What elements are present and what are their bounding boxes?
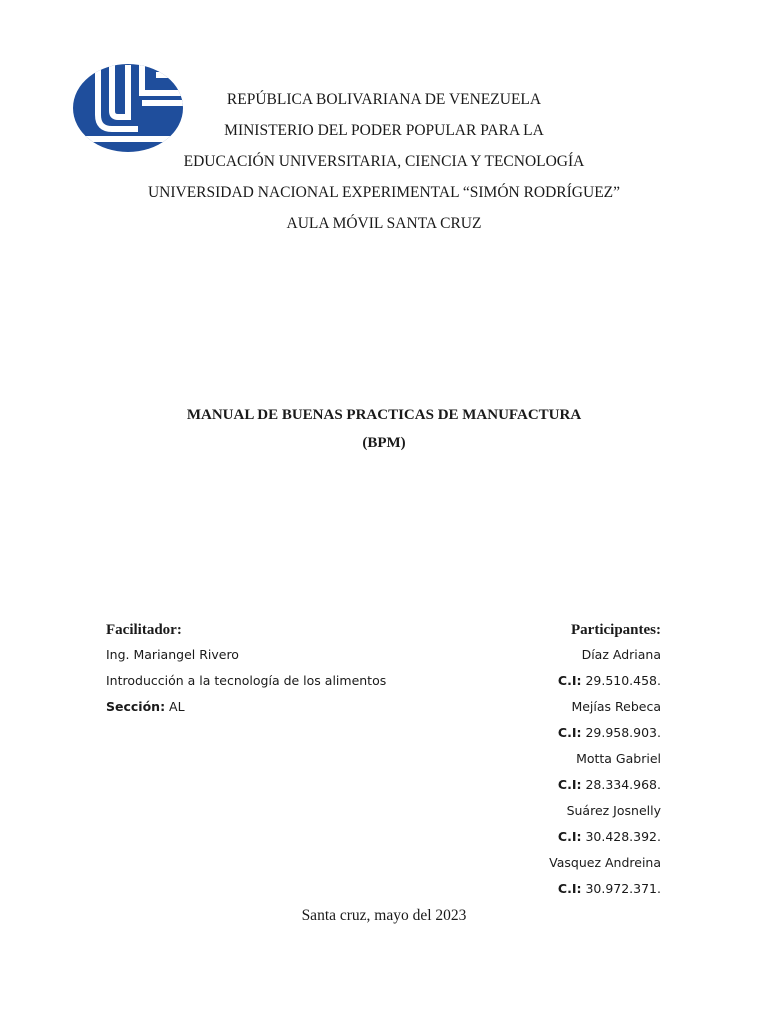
facilitator-name: Ing. Mariangel Rivero (106, 647, 239, 662)
participant-name: Motta Gabriel (576, 751, 661, 766)
header-line-1: REPÚBLICA BOLIVARIANA DE VENEZUELA (226, 91, 542, 108)
participants-heading: Participantes: (571, 622, 661, 638)
id-label: C.I: (557, 829, 582, 844)
document-subtitle: (BPM) (362, 435, 406, 451)
facilitator-heading: Facilitador: (106, 622, 182, 638)
facilitator-block (106, 620, 426, 724)
participant-id (401, 672, 661, 698)
id-label: C.I: (557, 725, 582, 740)
id-value: 29.510.458. (581, 673, 661, 688)
id-label: C.I: (557, 881, 582, 896)
id-label: C.I: (557, 777, 582, 792)
participant-id (401, 724, 661, 750)
participants-block (401, 620, 661, 906)
participant-name: Suárez Josnelly (566, 803, 661, 818)
section-label: Sección: (106, 699, 166, 714)
id-value: 29.958.903. (581, 725, 661, 740)
section-row (106, 698, 426, 724)
participant-name: Vasquez Andreina (549, 855, 661, 870)
header-line-4: UNIVERSIDAD NACIONAL EXPERIMENTAL “SIMÓN RODRÍGUEZ” (147, 184, 621, 201)
participant-name: Díaz Adriana (581, 647, 661, 662)
participant-id (401, 880, 661, 906)
participant-id (401, 828, 661, 854)
id-value: 28.334.968. (581, 777, 661, 792)
participant-id (401, 776, 661, 802)
id-value: 30.428.392. (581, 829, 661, 844)
place-date: Santa cruz, mayo del 2023 (301, 907, 467, 924)
section-value: AL (165, 699, 185, 714)
participant-name: Mejías Rebeca (571, 699, 661, 714)
header-line-5: AULA MÓVIL SANTA CRUZ (286, 215, 482, 232)
id-value: 30.972.371. (581, 881, 661, 896)
course-name: Introducción a la tecnología de los alimentos (106, 673, 387, 688)
document-title: MANUAL DE BUENAS PRACTICAS DE MANUFACTURA (186, 407, 582, 423)
header-line-2: MINISTERIO DEL PODER POPULAR PARA LA (224, 122, 544, 139)
id-label: C.I: (557, 673, 582, 688)
header-line-3: EDUCACIÓN UNIVERSITARIA, CIENCIA Y TECNOLOGÍA (183, 153, 585, 170)
